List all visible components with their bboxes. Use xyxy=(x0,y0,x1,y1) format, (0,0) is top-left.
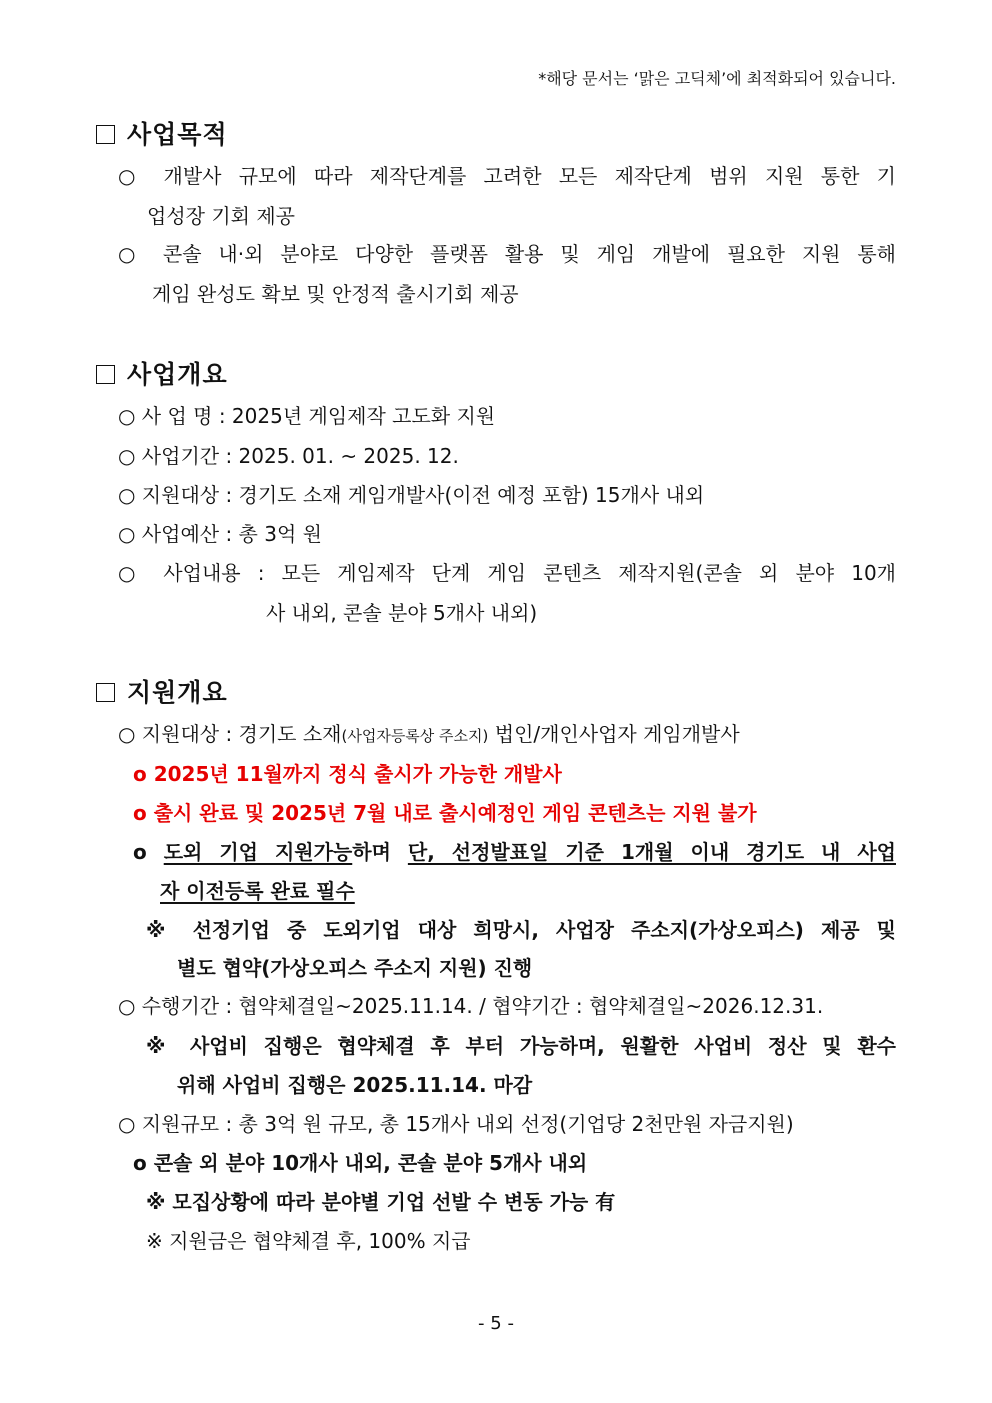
overview-content: ○ 사업내용 : 모든 게임제작 단계 게임 콘텐츠 제작지원(콘솔 외 분야 10개 xyxy=(118,561,896,585)
section-title: 사업목적 xyxy=(127,120,228,149)
out-of-province-condition: o 도외 기업 지원가능하며 단, 선정발표일 기준 1개월 이내 경기도 내 사업 xyxy=(133,840,896,864)
red-condition-2: o 출시 완료 및 2025년 7월 내로 출시예정인 게임 콘텐츠는 지원 불가 xyxy=(133,801,757,825)
expense-note: ※ 사업비 집행은 협약체결 후 부터 가능하며, 원활한 사업비 정산 및 환수 xyxy=(146,1034,896,1058)
purpose-bullet-2-cont: 게임 완성도 확보 및 안정적 출시기회 제공 xyxy=(152,282,519,306)
overview-content-cont: 사 내외, 콘솔 분야 5개사 내외) xyxy=(266,601,538,625)
overview-period: ○ 사업기간 : 2025. 01. ~ 2025. 12. xyxy=(118,444,459,468)
font-note: *해당 문서는 ‘맑은 고딕체’에 최적화되어 있습니다. xyxy=(538,69,896,88)
field-allocation: o 콘솔 외 분야 10개사 내외, 콘솔 분야 5개사 내외 xyxy=(133,1151,588,1175)
expense-note-cont: 위해 사업비 집행은 2025.11.14. 마감 xyxy=(177,1073,533,1097)
address-note: (사업자등록상 주소지) xyxy=(341,727,489,745)
virtual-office-note-cont: 별도 협약(가상오피스 주소지 지원) 진행 xyxy=(177,956,533,980)
section-heading-overview xyxy=(96,355,228,391)
out-of-province-condition-cont: 자 이전등록 완료 필수 xyxy=(160,879,355,903)
section-title: 사업개요 xyxy=(127,360,228,389)
overview-name: ○ 사 업 명 : 2025년 게임제작 고도화 지원 xyxy=(118,404,496,428)
section-title: 지원개요 xyxy=(127,678,228,707)
purpose-bullet-1: ○ 개발사 규모에 따라 제작단계를 고려한 모든 제작단계 범위 지원 통한 기 xyxy=(118,164,896,188)
section-heading-purpose xyxy=(96,115,228,151)
checkbox-square-icon xyxy=(96,365,115,384)
purpose-bullet-2: ○ 콘솔 내·외 분야로 다양한 플랫폼 활용 및 게임 개발에 필요한 지원 통해 xyxy=(118,242,896,266)
performance-period: ○ 수행기간 : 협약체결일~2025.11.14. / 협약기간 : 협약체결일~2026.12.31. xyxy=(118,994,824,1018)
purpose-bullet-1-cont: 업성장 기회 제공 xyxy=(147,204,295,228)
overview-target: ○ 지원대상 : 경기도 소재 게임개발사(이전 예정 포함) 15개사 내외 xyxy=(118,483,705,507)
checkbox-square-icon xyxy=(96,125,115,144)
support-scale: ○ 지원규모 : 총 3억 원 규모, 총 15개사 내외 선정(기업당 2천만원 자금지원) xyxy=(118,1112,794,1136)
checkbox-square-icon xyxy=(96,683,115,702)
payment-note: ※ 지원금은 협약체결 후, 100% 지급 xyxy=(146,1229,471,1253)
red-condition-1: o 2025년 11월까지 정식 출시가 가능한 개발사 xyxy=(133,762,562,786)
virtual-office-note: ※ 선정기업 중 도외기업 대상 희망시, 사업장 주소지(가상오피스) 제공 및 xyxy=(146,918,896,942)
section-heading-support xyxy=(96,673,228,709)
support-target: ○ 지원대상 : 경기도 소재(사업자등록상 주소지) 법인/개인사업자 게임개발사 xyxy=(118,722,740,746)
page-number: - 5 - xyxy=(478,1313,514,1334)
overview-budget: ○ 사업예산 : 총 3억 원 xyxy=(118,522,322,546)
selection-variation-note: ※ 모집상황에 따라 분야별 기업 선발 수 변동 가능 有 xyxy=(146,1190,616,1214)
